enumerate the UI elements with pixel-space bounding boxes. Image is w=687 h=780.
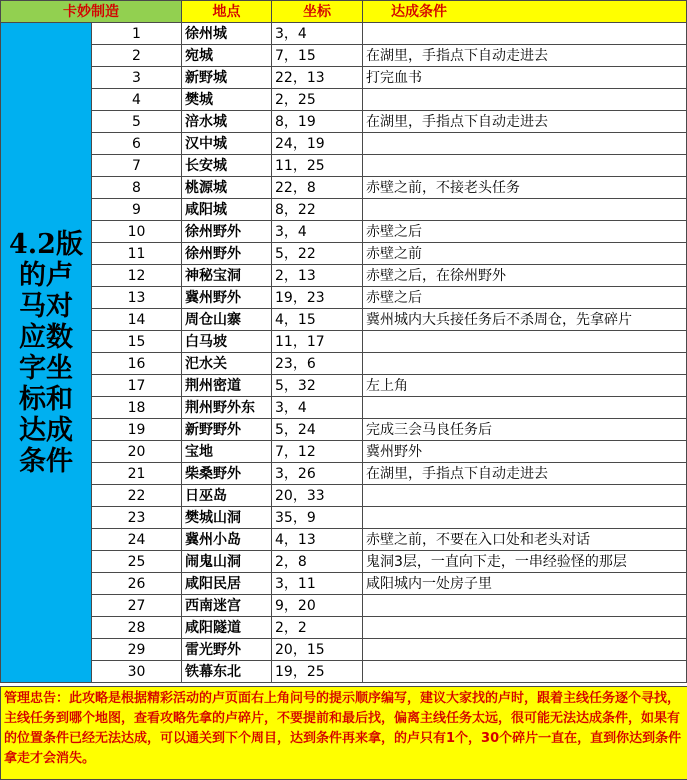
table-row [1,221,687,243]
table-row [1,441,687,463]
row-number: 27 [92,595,182,617]
row-coordinates: 35，9 [272,507,363,529]
row-condition: 赤壁之后 [363,221,687,243]
row-condition: 赤壁之前，不接老头任务 [363,177,687,199]
row-location: 闹鬼山洞 [182,551,272,573]
row-condition [363,89,687,111]
row-number: 21 [92,463,182,485]
table-row [1,89,687,111]
row-condition: 咸阳城内一处房子里 [363,573,687,595]
row-number: 19 [92,419,182,441]
row-condition [363,639,687,661]
row-coordinates: 8，22 [272,199,363,221]
management-advice-note: 管理忠告：此攻略是根据精彩活动的卢页面右上角问号的提示顺序编写，建议大家找的卢时，跟着主线任务逐个寻找，主线任务到哪个地图，查看攻略先拿的卢碎片，不要提前和最后找，偏离主线任务太远，很可能无法达成条件，如果有的位置条件已经无法达成，可以通关到下个周目，达到条件再来拿，的卢只有1个，30个碎片一直在，直到你达到条件拿走才会消失。 [0,686,687,780]
row-number: 2 [92,45,182,67]
row-location: 桃源城 [182,177,272,199]
row-condition: 赤壁之前 [363,243,687,265]
table-row [1,243,687,265]
header-coordinates: 坐标 [272,1,363,23]
row-coordinates: 9，20 [272,595,363,617]
row-number: 25 [92,551,182,573]
row-location: 西南迷宫 [182,595,272,617]
row-location: 徐州野外 [182,243,272,265]
row-number: 16 [92,353,182,375]
row-number: 17 [92,375,182,397]
row-number: 30 [92,661,182,683]
row-condition: 冀州城内大兵接任务后不杀周仓，先拿碎片 [363,309,687,331]
row-condition [363,155,687,177]
row-condition [363,353,687,375]
table-row [1,507,687,529]
row-number: 14 [92,309,182,331]
row-condition [363,133,687,155]
table-row [1,133,687,155]
row-location: 宛城 [182,45,272,67]
row-location: 雷光野外 [182,639,272,661]
row-number: 20 [92,441,182,463]
table-row [1,375,687,397]
table-row [1,177,687,199]
side-title: 4.2版的卢马对应数字坐标和达成条件 [9,228,83,477]
row-location: 咸阳隧道 [182,617,272,639]
row-location: 新野野外 [182,419,272,441]
row-coordinates: 5，22 [272,243,363,265]
side-title-cell [1,23,92,683]
table-row [1,551,687,573]
table-row [1,463,687,485]
row-condition: 打完血书 [363,67,687,89]
row-condition [363,595,687,617]
row-number: 4 [92,89,182,111]
table-row [1,331,687,353]
row-location: 柴桑野外 [182,463,272,485]
table-row [1,353,687,375]
row-location: 新野城 [182,67,272,89]
row-number: 11 [92,243,182,265]
row-location: 徐州城 [182,23,272,45]
row-number: 23 [92,507,182,529]
row-coordinates: 23，6 [272,353,363,375]
header-condition: 达成条件 [363,1,687,23]
row-coordinates: 2，8 [272,551,363,573]
table-row [1,639,687,661]
row-location: 荆州野外东 [182,397,272,419]
header-row [1,1,687,23]
row-condition: 在湖里，手指点下自动走进去 [363,463,687,485]
row-number: 10 [92,221,182,243]
row-location: 荆州密道 [182,375,272,397]
row-coordinates: 22，13 [272,67,363,89]
row-condition: 赤壁之后，在徐州野外 [363,265,687,287]
row-number: 5 [92,111,182,133]
row-coordinates: 20，33 [272,485,363,507]
row-number: 8 [92,177,182,199]
row-coordinates: 24，19 [272,133,363,155]
row-coordinates: 3，4 [272,221,363,243]
row-condition [363,23,687,45]
row-condition: 冀州野外 [363,441,687,463]
table-row [1,111,687,133]
row-condition [363,507,687,529]
row-location: 冀州野外 [182,287,272,309]
table-row [1,23,687,45]
table-row [1,45,687,67]
row-coordinates: 7，15 [272,45,363,67]
row-condition: 在湖里，手指点下自动走进去 [363,111,687,133]
row-number: 24 [92,529,182,551]
row-coordinates: 19，23 [272,287,363,309]
row-coordinates: 7，12 [272,441,363,463]
row-condition [363,397,687,419]
row-condition: 赤壁之前，不要在入口处和老头对话 [363,529,687,551]
table-row [1,661,687,683]
row-condition: 在湖里，手指点下自动走进去 [363,45,687,67]
row-location: 宝地 [182,441,272,463]
row-coordinates: 5，32 [272,375,363,397]
row-coordinates: 3，4 [272,23,363,45]
row-condition [363,661,687,683]
row-number: 7 [92,155,182,177]
row-location: 咸阳民居 [182,573,272,595]
table-row [1,199,687,221]
row-condition [363,485,687,507]
row-number: 9 [92,199,182,221]
row-number: 13 [92,287,182,309]
table-row [1,595,687,617]
row-coordinates: 4，15 [272,309,363,331]
row-coordinates: 11，25 [272,155,363,177]
row-condition [363,331,687,353]
row-location: 神秘宝洞 [182,265,272,287]
table-row [1,419,687,441]
row-condition: 鬼洞3层，一直向下走，一串经验怪的那层 [363,551,687,573]
row-number: 28 [92,617,182,639]
row-condition [363,617,687,639]
table-row [1,309,687,331]
row-number: 1 [92,23,182,45]
row-coordinates: 4，13 [272,529,363,551]
row-coordinates: 11，17 [272,331,363,353]
header-location: 地点 [182,1,272,23]
row-condition: 完成三会马良任务后 [363,419,687,441]
table-row [1,485,687,507]
table-row [1,287,687,309]
row-number: 18 [92,397,182,419]
row-location: 徐州野外 [182,221,272,243]
row-number: 12 [92,265,182,287]
table-row [1,617,687,639]
row-condition [363,199,687,221]
row-location: 樊城 [182,89,272,111]
row-location: 铁幕东北 [182,661,272,683]
row-number: 26 [92,573,182,595]
row-condition: 赤壁之后 [363,287,687,309]
table-row [1,529,687,551]
table-row [1,265,687,287]
row-location: 汉中城 [182,133,272,155]
row-location: 长安城 [182,155,272,177]
row-location: 樊城山洞 [182,507,272,529]
row-coordinates: 2，25 [272,89,363,111]
row-coordinates: 3，11 [272,573,363,595]
row-location: 汜水关 [182,353,272,375]
row-condition: 左上角 [363,375,687,397]
row-number: 29 [92,639,182,661]
table-row [1,397,687,419]
row-coordinates: 2，13 [272,265,363,287]
row-coordinates: 8，19 [272,111,363,133]
row-number: 3 [92,67,182,89]
row-coordinates: 3，4 [272,397,363,419]
row-location: 咸阳城 [182,199,272,221]
row-location: 周仓山寨 [182,309,272,331]
table-row [1,573,687,595]
row-coordinates: 5，24 [272,419,363,441]
row-location: 白马坡 [182,331,272,353]
row-coordinates: 22，8 [272,177,363,199]
table-row [1,67,687,89]
row-location: 冀州小岛 [182,529,272,551]
row-coordinates: 20，15 [272,639,363,661]
row-number: 6 [92,133,182,155]
row-number: 22 [92,485,182,507]
row-number: 15 [92,331,182,353]
row-coordinates: 2，2 [272,617,363,639]
table-row [1,155,687,177]
header-maker: 卡妙制造 [1,1,182,23]
row-location: 涪水城 [182,111,272,133]
row-coordinates: 3，26 [272,463,363,485]
row-coordinates: 19，25 [272,661,363,683]
row-location: 日巫岛 [182,485,272,507]
